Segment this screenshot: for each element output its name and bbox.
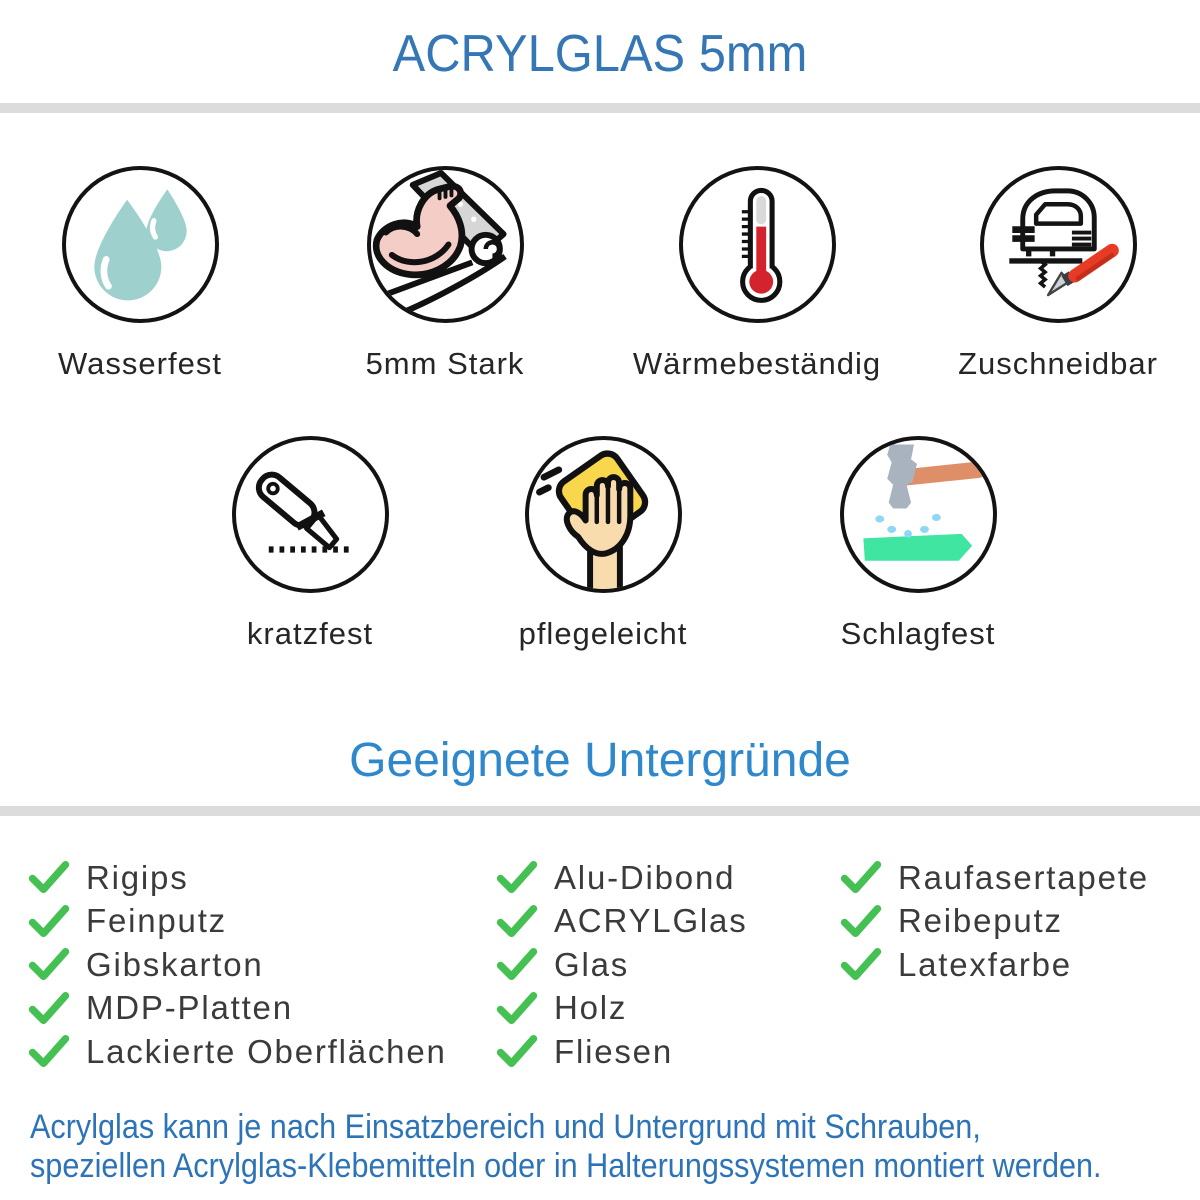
feature-label: Zuschneidbar [958, 346, 1158, 381]
check-icon [840, 905, 882, 938]
surface-item [28, 856, 447, 900]
check-icon [840, 948, 882, 981]
surface-item [840, 900, 1149, 944]
surface-label: Feinputz [86, 902, 227, 940]
feature-5mm-stark [305, 166, 585, 382]
surface-label: MDP-Platten [86, 989, 293, 1027]
surface-label: Latexfarbe [898, 945, 1072, 983]
surface-column-2 [496, 856, 748, 1074]
feature-wasserfest [0, 166, 280, 382]
check-icon [28, 861, 70, 894]
footer-line-1: Acrylglas kann je nach Einsatzbereich und Untergrund mit Schrauben, [30, 1108, 981, 1146]
footer-note [30, 1108, 1102, 1186]
feature-waermebestaendig [617, 166, 897, 382]
surface-item [840, 856, 1149, 900]
surface-item [840, 943, 1149, 987]
surface-column-3 [840, 856, 1149, 987]
section-heading: Geeignete Untergründe [349, 734, 851, 787]
feature-zuschneidbar [918, 166, 1198, 382]
surface-label: Gibskarton [86, 945, 264, 983]
surface-column-1 [28, 856, 447, 1074]
surface-item [28, 987, 447, 1031]
surface-item [28, 1030, 447, 1074]
surface-label: Lackierte Oberflächen [86, 1032, 447, 1070]
surface-item [28, 900, 447, 944]
surface-label: Reibeputz [898, 902, 1063, 940]
check-icon [28, 1035, 70, 1068]
surface-label: ACRYLGlas [554, 902, 748, 940]
feature-schlagfest [778, 436, 1058, 652]
thermometer-icon [683, 170, 832, 319]
muscle-arm-icon [371, 170, 520, 319]
check-icon [496, 1035, 538, 1068]
feature-label: Wasserfest [58, 346, 222, 381]
surface-item [496, 943, 748, 987]
surfaces-list [0, 856, 1200, 1096]
check-icon [840, 861, 882, 894]
surface-item [496, 856, 748, 900]
feature-label: kratzfest [246, 616, 374, 651]
feature-label: Wärmebeständig [632, 346, 882, 381]
feature-kratzfest [170, 436, 450, 652]
surface-label: Rigips [86, 858, 189, 896]
page-title: ACRYLGLAS 5mm [392, 25, 808, 83]
footer-line-2: speziellen Acrylglas-Klebemitteln oder in Halterungssystemen montiert werden. [30, 1147, 1102, 1185]
wiping-hand-icon [529, 440, 678, 589]
surface-label: Raufasertapete [898, 858, 1149, 896]
utility-knife-icon [236, 440, 385, 589]
hammer-impact-icon [844, 440, 993, 589]
check-icon [496, 948, 538, 981]
feature-label: 5mm Stark [365, 346, 525, 381]
check-icon [28, 905, 70, 938]
feature-pflegeleicht [463, 436, 743, 652]
feature-label: Schlagfest [840, 616, 996, 651]
jigsaw-cutter-icon [984, 170, 1133, 319]
check-icon [496, 905, 538, 938]
feature-label: pflegeleicht [518, 616, 688, 651]
surface-item [28, 943, 447, 987]
surface-label: Fliesen [554, 1032, 673, 1070]
section-divider [0, 806, 1200, 816]
surface-item [496, 900, 748, 944]
surface-label: Alu-Dibond [554, 858, 736, 896]
check-icon [496, 861, 538, 894]
check-icon [28, 992, 70, 1025]
surface-label: Glas [554, 945, 630, 983]
check-icon [28, 948, 70, 981]
surface-label: Holz [554, 989, 628, 1027]
surface-item [496, 987, 748, 1031]
water-drops-icon [66, 170, 215, 319]
surface-item [496, 1030, 748, 1074]
check-icon [496, 992, 538, 1025]
top-divider [0, 103, 1200, 113]
